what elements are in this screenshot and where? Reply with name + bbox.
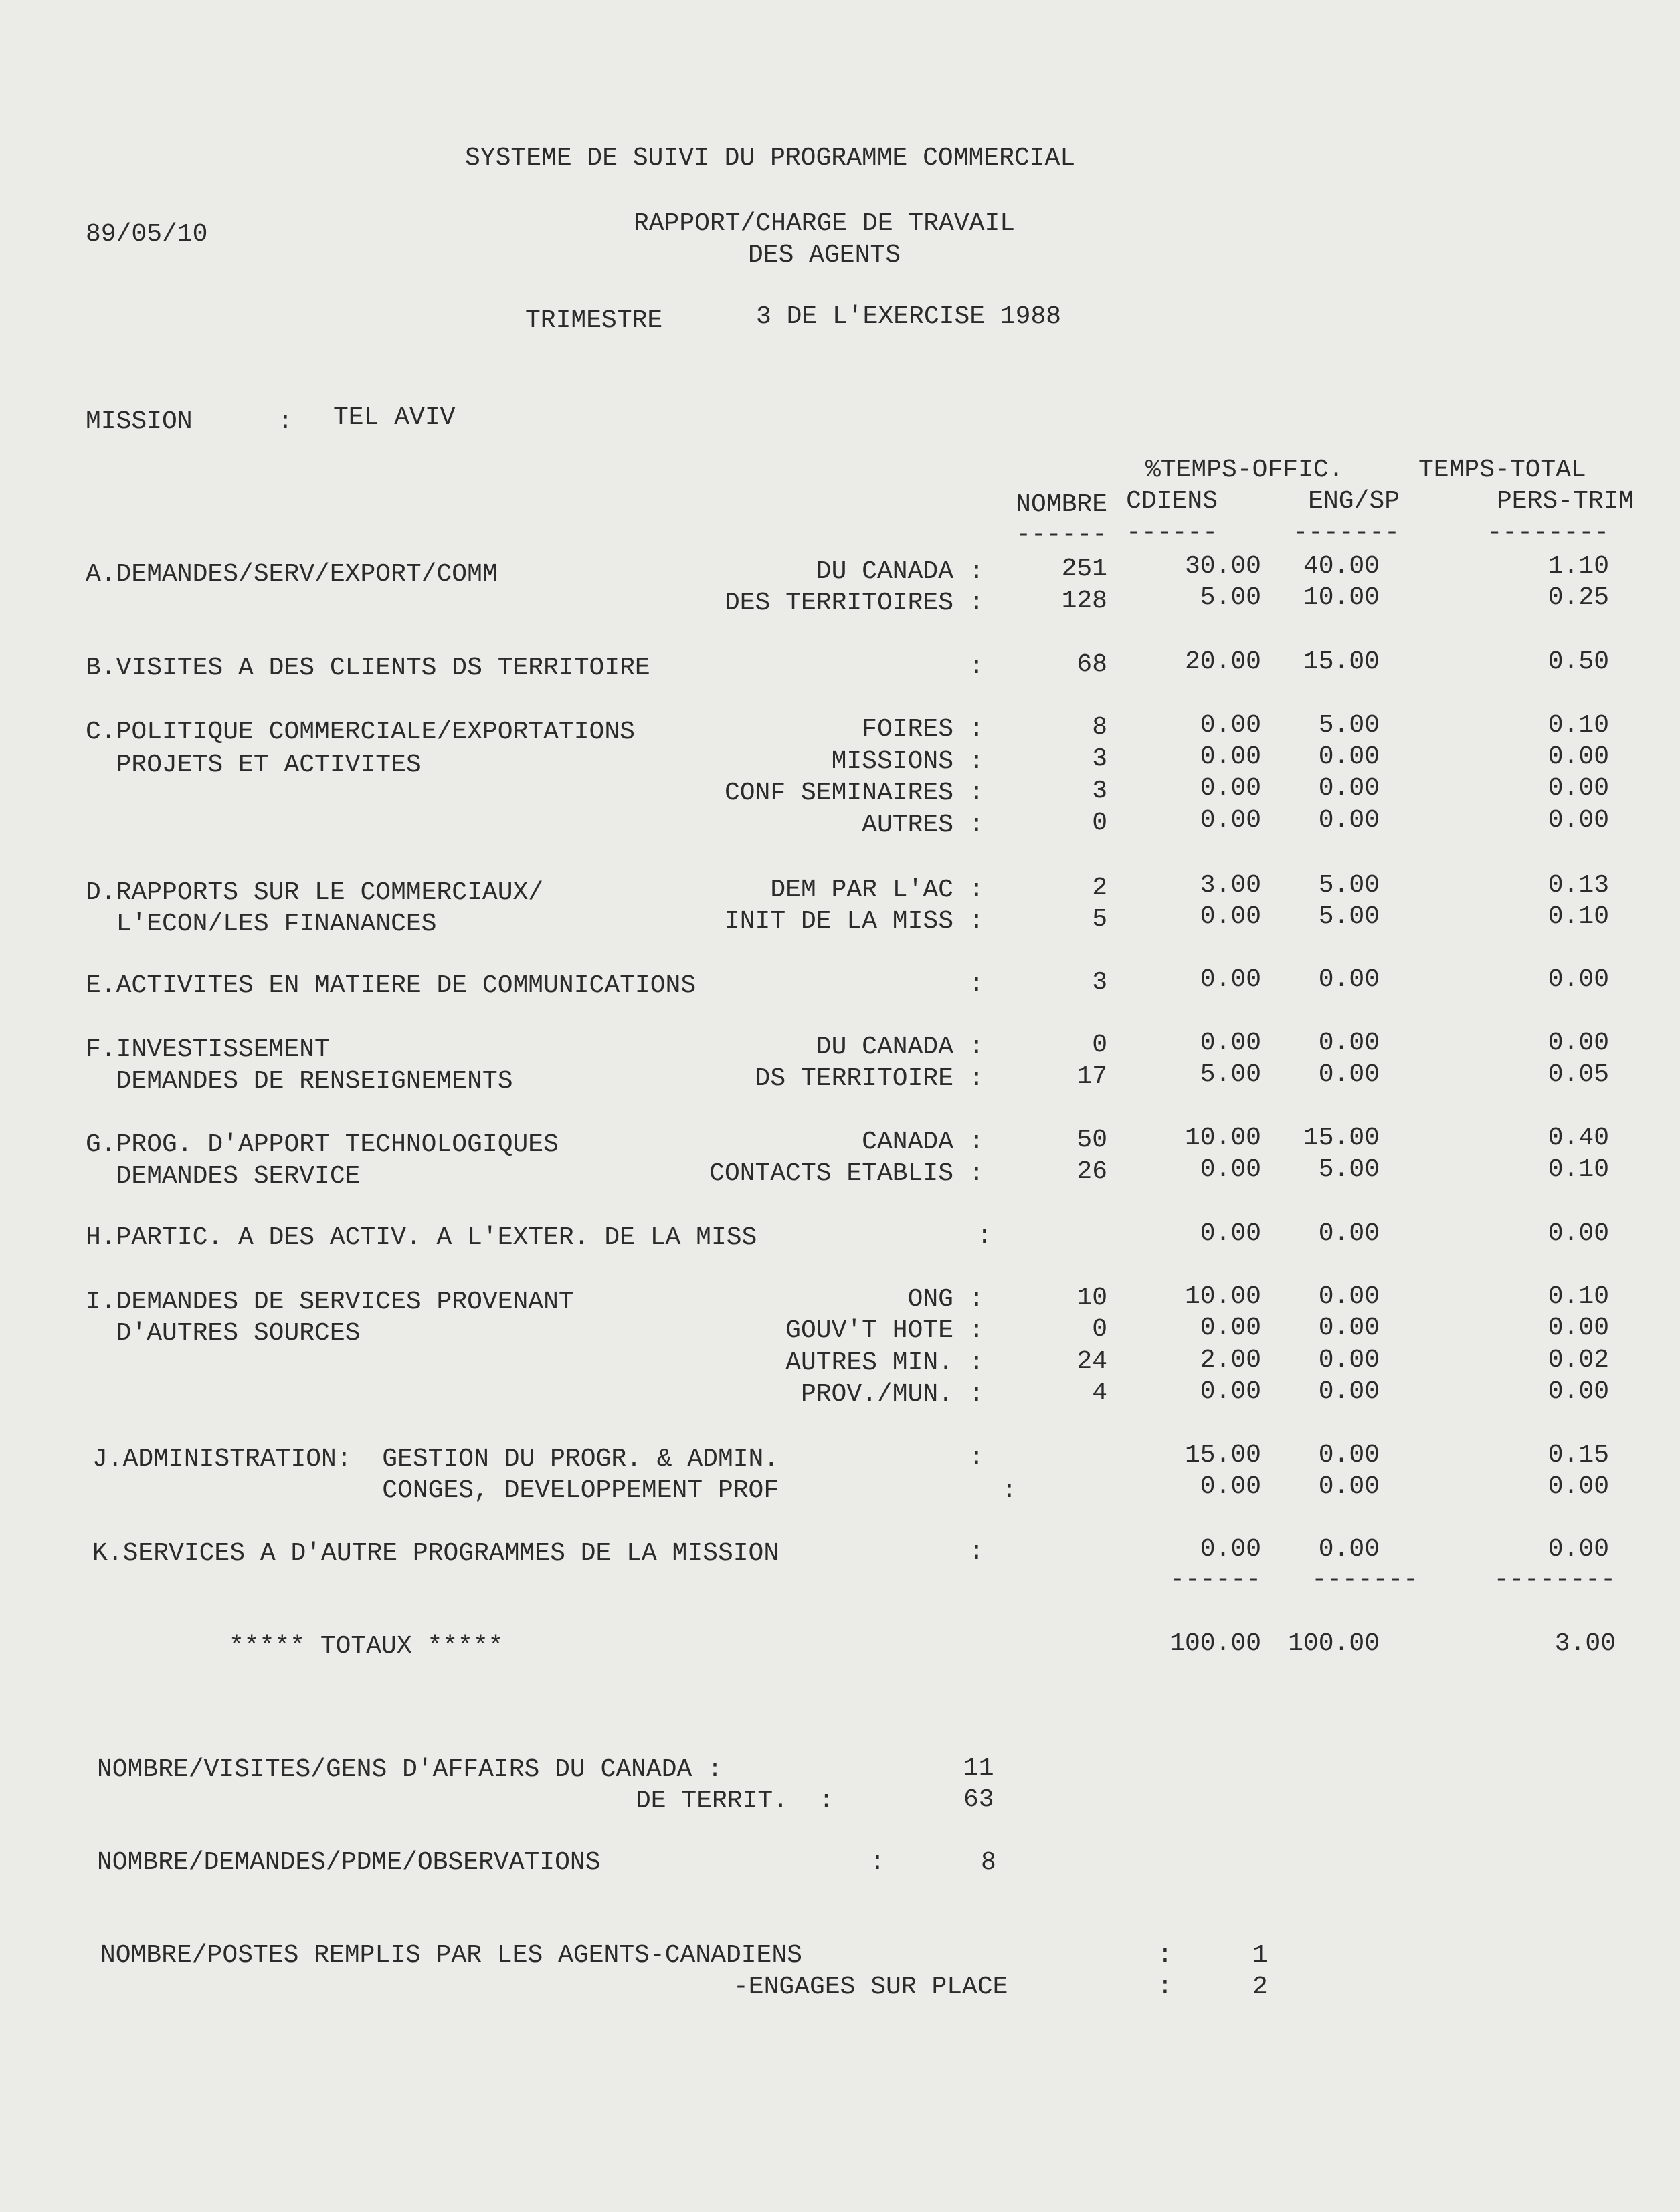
- cell-cdiens: 0.00: [1200, 902, 1261, 931]
- visits-territory-label: DE TERRIT. :: [636, 1787, 834, 1815]
- cell-nombre: 128: [1061, 587, 1107, 615]
- cell-engsp: 5.00: [1318, 902, 1380, 931]
- row-sublabel: FOIRES: [862, 715, 953, 744]
- demandes-pdme-value: 8: [981, 1848, 996, 1877]
- quarter-label: TRIMESTRE: [525, 306, 663, 335]
- cell-engsp: 0.00: [1318, 1535, 1380, 1564]
- cell-perstrim: 0.05: [1548, 1060, 1609, 1089]
- cell-cdiens: 0.00: [1200, 774, 1261, 803]
- cell-perstrim: 0.00: [1548, 965, 1609, 994]
- visits-canada-value: 11: [963, 1754, 994, 1783]
- row-label: L'ECON/LES FINANANCES: [86, 910, 437, 938]
- report-date: 89/05/10: [86, 220, 208, 249]
- cell-nombre: 3: [1092, 777, 1107, 805]
- cell-perstrim: 0.40: [1548, 1124, 1609, 1152]
- report-title-line-2: DES AGENTS: [747, 241, 901, 270]
- row-colon: :: [969, 811, 984, 839]
- row-colon: :: [969, 1064, 984, 1093]
- row-sublabel: ONG: [907, 1285, 953, 1314]
- cell-cdiens: 0.00: [1200, 1472, 1261, 1501]
- cell-perstrim: 0.00: [1548, 1029, 1609, 1058]
- column-rule-cdiens: ------: [1126, 518, 1218, 547]
- totals-cdiens: 100.00: [1170, 1629, 1261, 1658]
- totals-rule-perstrim: --------: [1493, 1565, 1616, 1594]
- row-colon: :: [969, 1380, 984, 1409]
- row-colon: :: [969, 779, 984, 807]
- cell-cdiens: 0.00: [1200, 1155, 1261, 1184]
- cell-nombre: 17: [1077, 1062, 1107, 1091]
- system-title: SYSTEME DE SUIVI DU PROGRAMME COMMERCIAL: [465, 144, 1076, 173]
- cell-nombre: 0: [1092, 1031, 1107, 1060]
- cell-perstrim: 1.10: [1548, 552, 1609, 581]
- cell-engsp: 0.00: [1318, 1282, 1380, 1311]
- row-colon: :: [969, 747, 984, 776]
- cell-engsp: 0.00: [1318, 1314, 1380, 1342]
- row-colon: :: [977, 1222, 992, 1251]
- visits-territory-value: 63: [963, 1785, 994, 1814]
- cell-cdiens: 30.00: [1184, 552, 1261, 581]
- row-sublabel: DS TERRITOIRE: [755, 1064, 953, 1093]
- cell-engsp: 0.00: [1318, 742, 1380, 771]
- cell-engsp: 10.00: [1303, 583, 1380, 612]
- cell-cdiens: 0.00: [1200, 711, 1261, 740]
- cell-cdiens: 15.00: [1184, 1441, 1261, 1470]
- cell-nombre: 8: [1092, 713, 1107, 742]
- totals-perstrim: 3.00: [1554, 1629, 1616, 1658]
- row-sublabel: DU CANADA: [816, 557, 953, 586]
- cell-nombre: 251: [1061, 555, 1107, 583]
- mission-label: MISSION: [86, 407, 193, 436]
- row-colon: :: [969, 1033, 984, 1062]
- row-colon: :: [969, 970, 984, 999]
- mission-value: TEL AVIV: [333, 403, 456, 432]
- cell-nombre: 26: [1077, 1157, 1107, 1186]
- postes-canadiens-colon: :: [1157, 1941, 1173, 1970]
- demandes-pdme-colon: :: [870, 1848, 885, 1877]
- postes-engages-value: 2: [1252, 1973, 1268, 2001]
- cell-perstrim: 0.00: [1548, 742, 1609, 771]
- row-colon: :: [969, 1285, 984, 1314]
- row-label: F.INVESTISSEMENT: [86, 1035, 330, 1064]
- row-colon: :: [969, 1443, 984, 1472]
- row-colon: :: [969, 1128, 984, 1157]
- row-label: D.RAPPORTS SUR LE COMMERCIAUX/: [86, 878, 544, 907]
- column-header-cdiens: CDIENS: [1126, 487, 1218, 516]
- cell-perstrim: 0.10: [1548, 902, 1609, 931]
- cell-engsp: 0.00: [1318, 965, 1380, 994]
- cell-engsp: 0.00: [1318, 774, 1380, 803]
- column-header-nombre: NOMBRE: [1016, 490, 1107, 519]
- row-label: G.PROG. D'APPORT TECHNOLOGIQUES: [86, 1130, 559, 1159]
- visits-canada-label: NOMBRE/VISITES/GENS D'AFFAIRS DU CANADA :: [97, 1755, 723, 1784]
- cell-cdiens: 20.00: [1184, 647, 1261, 676]
- totals-rule-cdiens: ------: [1170, 1565, 1261, 1594]
- postes-canadiens-label: NOMBRE/POSTES REMPLIS PAR LES AGENTS-CANADIENS: [100, 1941, 802, 1970]
- cell-engsp: 5.00: [1318, 871, 1380, 900]
- cell-perstrim: 0.00: [1548, 1472, 1609, 1501]
- report-title-line-1: RAPPORT/CHARGE DE TRAVAIL: [633, 209, 1016, 238]
- row-label: A.DEMANDES/SERV/EXPORT/COMM: [86, 560, 498, 589]
- row-sublabel: PROV./MUN.: [800, 1380, 953, 1409]
- postes-canadiens-value: 1: [1252, 1941, 1268, 1970]
- cell-nombre: 4: [1092, 1379, 1107, 1407]
- row-sublabel: DES TERRITOIRES: [724, 589, 953, 617]
- cell-engsp: 5.00: [1318, 1155, 1380, 1184]
- row-sublabel: CONF SEMINAIRES: [724, 779, 953, 807]
- cell-cdiens: 0.00: [1200, 965, 1261, 994]
- row-colon: :: [969, 715, 984, 744]
- row-sublabel: MISSIONS: [831, 747, 953, 776]
- row-sublabel: AUTRES: [862, 811, 953, 839]
- cell-cdiens: 0.00: [1200, 1219, 1261, 1248]
- cell-perstrim: 0.00: [1548, 1314, 1609, 1342]
- postes-engages-colon: :: [1157, 1973, 1173, 2001]
- cell-cdiens: 0.00: [1200, 1535, 1261, 1564]
- cell-engsp: 0.00: [1318, 1219, 1380, 1248]
- cell-engsp: 15.00: [1303, 647, 1380, 676]
- row-sublabel: INIT DE LA MISS: [724, 907, 953, 936]
- cell-engsp: 0.00: [1318, 1346, 1380, 1375]
- cell-cdiens: 5.00: [1200, 583, 1261, 612]
- cell-perstrim: 0.00: [1548, 1535, 1609, 1564]
- quarter-value: 3 DE L'EXERCISE 1988: [756, 302, 1062, 331]
- row-label: DEMANDES SERVICE: [86, 1162, 361, 1191]
- row-label: C.POLITIQUE COMMERCIALE/EXPORTATIONS: [86, 718, 635, 746]
- totals-label: ***** TOTAUX *****: [229, 1632, 504, 1661]
- cell-engsp: 0.00: [1318, 1060, 1380, 1089]
- column-header-engsp: ENG/SP: [1308, 487, 1400, 516]
- column-group-temps-total: TEMPS-TOTAL: [1418, 456, 1586, 484]
- cell-cdiens: 10.00: [1184, 1124, 1261, 1152]
- row-label: D'AUTRES SOURCES: [86, 1319, 361, 1348]
- cell-nombre: 3: [1092, 744, 1107, 773]
- cell-engsp: 0.00: [1318, 1029, 1380, 1058]
- totals-rule-engsp: -------: [1311, 1565, 1418, 1594]
- cell-engsp: 0.00: [1318, 1377, 1380, 1406]
- cell-perstrim: 0.25: [1548, 583, 1609, 612]
- row-label: J.ADMINISTRATION: GESTION DU PROGR. & ADMIN.: [92, 1445, 779, 1474]
- cell-perstrim: 0.10: [1548, 711, 1609, 740]
- postes-engages-label: -ENGAGES SUR PLACE: [733, 1973, 1008, 2001]
- row-colon: :: [969, 589, 984, 617]
- cell-perstrim: 0.10: [1548, 1282, 1609, 1311]
- cell-cdiens: 0.00: [1200, 1377, 1261, 1406]
- row-label: H.PARTIC. A DES ACTIV. A L'EXTER. DE LA MISS: [86, 1223, 757, 1252]
- row-label: PROJETS ET ACTIVITES: [86, 750, 422, 779]
- row-colon: :: [969, 876, 984, 904]
- column-group-temps-offic: %TEMPS-OFFIC.: [1145, 456, 1344, 484]
- column-rule-nombre: ------: [1016, 520, 1107, 549]
- cell-engsp: 0.00: [1318, 1472, 1380, 1501]
- cell-nombre: 50: [1077, 1126, 1107, 1154]
- cell-cdiens: 0.00: [1200, 806, 1261, 835]
- demandes-pdme-label: NOMBRE/DEMANDES/PDME/OBSERVATIONS: [97, 1848, 601, 1877]
- cell-perstrim: 0.02: [1548, 1346, 1609, 1375]
- cell-cdiens: 5.00: [1200, 1060, 1261, 1089]
- row-sublabel: GOUV'T HOTE: [785, 1316, 953, 1345]
- row-label: E.ACTIVITES EN MATIERE DE COMMUNICATIONS: [86, 971, 696, 1000]
- row-sublabel: DU CANADA: [816, 1033, 953, 1062]
- row-sublabel: CONTACTS ETABLIS: [709, 1159, 953, 1188]
- row-colon: :: [969, 557, 984, 586]
- cell-perstrim: 0.00: [1548, 774, 1609, 803]
- cell-perstrim: 0.13: [1548, 871, 1609, 900]
- cell-perstrim: 0.15: [1548, 1441, 1609, 1470]
- row-colon: :: [969, 1538, 984, 1567]
- row-colon: :: [1002, 1476, 1017, 1505]
- cell-engsp: 5.00: [1318, 711, 1380, 740]
- cell-cdiens: 2.00: [1200, 1346, 1261, 1375]
- cell-nombre: 24: [1077, 1347, 1107, 1376]
- cell-engsp: 40.00: [1303, 552, 1380, 581]
- cell-cdiens: 10.00: [1184, 1282, 1261, 1311]
- cell-cdiens: 0.00: [1200, 1029, 1261, 1058]
- cell-engsp: 0.00: [1318, 806, 1380, 835]
- cell-perstrim: 0.50: [1548, 647, 1609, 676]
- row-label: DEMANDES DE RENSEIGNEMENTS: [86, 1067, 513, 1096]
- cell-engsp: 15.00: [1303, 1124, 1380, 1152]
- cell-nombre: 68: [1077, 650, 1107, 679]
- row-colon: :: [969, 652, 984, 681]
- row-colon: :: [969, 1316, 984, 1345]
- cell-perstrim: 0.00: [1548, 806, 1609, 835]
- row-colon: :: [969, 1159, 984, 1188]
- cell-perstrim: 0.10: [1548, 1155, 1609, 1184]
- cell-cdiens: 3.00: [1200, 871, 1261, 900]
- column-header-perstrim: PERS-TRIM: [1497, 487, 1635, 516]
- row-label: K.SERVICES A D'AUTRE PROGRAMMES DE LA MISSION: [92, 1539, 779, 1568]
- mission-separator: :: [278, 407, 293, 436]
- cell-nombre: 5: [1092, 905, 1107, 934]
- cell-perstrim: 0.00: [1548, 1377, 1609, 1406]
- cell-cdiens: 0.00: [1200, 1314, 1261, 1342]
- cell-engsp: 0.00: [1318, 1441, 1380, 1470]
- row-sublabel: AUTRES MIN.: [785, 1348, 953, 1377]
- row-sublabel: CANADA: [862, 1128, 953, 1157]
- cell-perstrim: 0.00: [1548, 1219, 1609, 1248]
- row-sublabel: DEM PAR L'AC: [770, 876, 953, 904]
- column-rule-perstrim: --------: [1487, 518, 1609, 547]
- row-label: B.VISITES A DES CLIENTS DS TERRITOIRE: [86, 653, 650, 682]
- cell-cdiens: 0.00: [1200, 742, 1261, 771]
- cell-nombre: 3: [1092, 968, 1107, 997]
- row-colon: :: [969, 907, 984, 936]
- column-rule-engsp: -------: [1293, 518, 1400, 547]
- row-colon: :: [969, 1348, 984, 1377]
- cell-nombre: 2: [1092, 874, 1107, 902]
- cell-nombre: 0: [1092, 809, 1107, 837]
- totals-engsp: 100.00: [1288, 1629, 1380, 1658]
- cell-nombre: 10: [1077, 1284, 1107, 1312]
- cell-nombre: 0: [1092, 1315, 1107, 1344]
- row-label: I.DEMANDES DE SERVICES PROVENANT: [86, 1288, 574, 1316]
- row-label: CONGES, DEVELOPPEMENT PROF: [92, 1476, 779, 1505]
